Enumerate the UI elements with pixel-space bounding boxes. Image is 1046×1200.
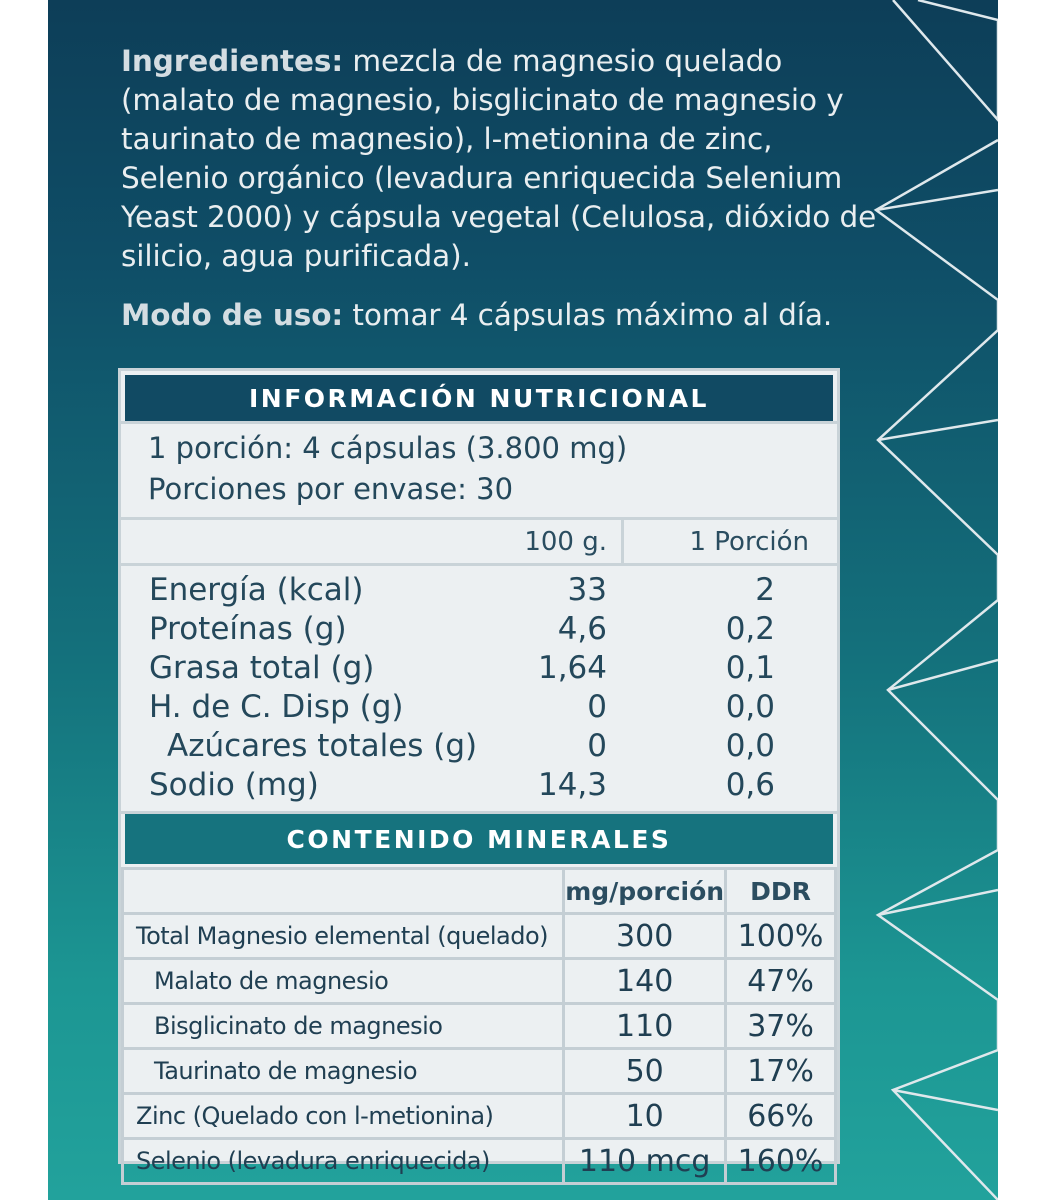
mineral-ddr: 17%: [726, 1049, 836, 1094]
mineral-label: Malato de magnesio: [123, 959, 564, 1004]
value-per-portion: 0,1: [725, 650, 775, 686]
mineral-row: [123, 1094, 836, 1139]
mineral-mg: 10: [564, 1094, 726, 1139]
column-header-100g: 100 g.: [524, 527, 607, 557]
mineral-ddr: 37%: [726, 1004, 836, 1049]
nutrition-title: INFORMACIÓN NUTRICIONAL: [125, 375, 833, 421]
mineral-row: [123, 959, 836, 1004]
usage-paragraph: [121, 296, 881, 335]
mineral-label: Taurinato de magnesio: [123, 1049, 564, 1094]
value-per-portion: 0,6: [725, 767, 775, 803]
usage-text: tomar 4 cápsulas máximo al día.: [352, 298, 833, 332]
value-per-100g: 0: [587, 689, 607, 725]
nutrition-row: [121, 650, 837, 689]
value-per-100g: 33: [567, 572, 607, 608]
servings-per-container: Porciones por envase: 30: [148, 472, 514, 506]
mineral-ddr: 66%: [726, 1094, 836, 1139]
value-per-portion: 0,0: [725, 728, 775, 764]
divider: [121, 421, 837, 424]
minerals-table: [121, 867, 837, 1185]
mineral-row: [123, 1139, 836, 1184]
minerals-header-row: [123, 869, 836, 914]
value-per-portion: 0,0: [725, 689, 775, 725]
mineral-row: [123, 914, 836, 959]
value-per-100g: 1,64: [537, 650, 607, 686]
value-per-portion: 0,2: [725, 611, 775, 647]
mineral-row: [123, 1004, 836, 1049]
nutrient-label: Proteínas (g): [149, 611, 347, 647]
value-per-100g: 14,3: [537, 767, 607, 803]
product-label-panel: [48, 0, 998, 1200]
nutrition-row: [121, 728, 837, 767]
nutrient-label: H. de C. Disp (g): [149, 689, 404, 725]
mineral-mg: 300: [564, 914, 726, 959]
value-per-100g: 0: [587, 728, 607, 764]
nutrient-label: Grasa total (g): [149, 650, 375, 686]
divider: [121, 517, 837, 520]
mineral-ddr: 47%: [726, 959, 836, 1004]
mineral-mg: 50: [564, 1049, 726, 1094]
nutrient-label: Azúcares totales (g): [167, 728, 478, 764]
minerals-header-empty: [123, 869, 564, 914]
column-header-ddr: DDR: [726, 869, 836, 914]
mineral-ddr: 160%: [726, 1139, 836, 1184]
mineral-mg: 140: [564, 959, 726, 1004]
usage-heading: Modo de uso:: [121, 298, 344, 332]
mineral-ddr: 100%: [726, 914, 836, 959]
nutrient-label: Sodio (mg): [149, 767, 319, 803]
ingredients-text: mezcla de magnesio quelado (malato de magnesio, bisglicinato de magnesio y taurinato de magnesio), l-metionina de zinc, Selenio orgánico (levadura enriquecida Selenium Yeast 2000) y cápsula vegetal (Celulosa, dióxido de silicio, agua purificada).: [121, 44, 877, 273]
serving-size: 1 porción: 4 cápsulas (3.800 mg): [148, 431, 628, 465]
mineral-row: [123, 1049, 836, 1094]
column-header-portion: 1 Porción: [689, 527, 809, 557]
mineral-label: Bisglicinato de magnesio: [123, 1004, 564, 1049]
mineral-mg: 110: [564, 1004, 726, 1049]
nutrition-row: [121, 572, 837, 611]
ingredients-paragraph: [121, 42, 881, 276]
mineral-label: Zinc (Quelado con l-metionina): [123, 1094, 564, 1139]
ingredients-heading: Ingredientes:: [121, 44, 344, 78]
mineral-label: Total Magnesio elemental (quelado): [123, 914, 564, 959]
mineral-mg: 110 mcg: [564, 1139, 726, 1184]
nutrition-row: [121, 689, 837, 728]
value-per-portion: 2: [755, 572, 775, 608]
mineral-label: Selenio (levadura enriquecida): [123, 1139, 564, 1184]
nutrient-label: Energía (kcal): [149, 572, 364, 608]
nutrition-row: [121, 767, 837, 806]
divider: [121, 563, 837, 566]
minerals-title: CONTENIDO MINERALES: [125, 814, 833, 864]
column-header-mg: mg/porción: [564, 869, 726, 914]
nutrition-row: [121, 611, 837, 650]
nutrition-facts-table: [118, 368, 840, 1179]
value-per-100g: 4,6: [557, 611, 607, 647]
column-divider: [621, 520, 624, 563]
